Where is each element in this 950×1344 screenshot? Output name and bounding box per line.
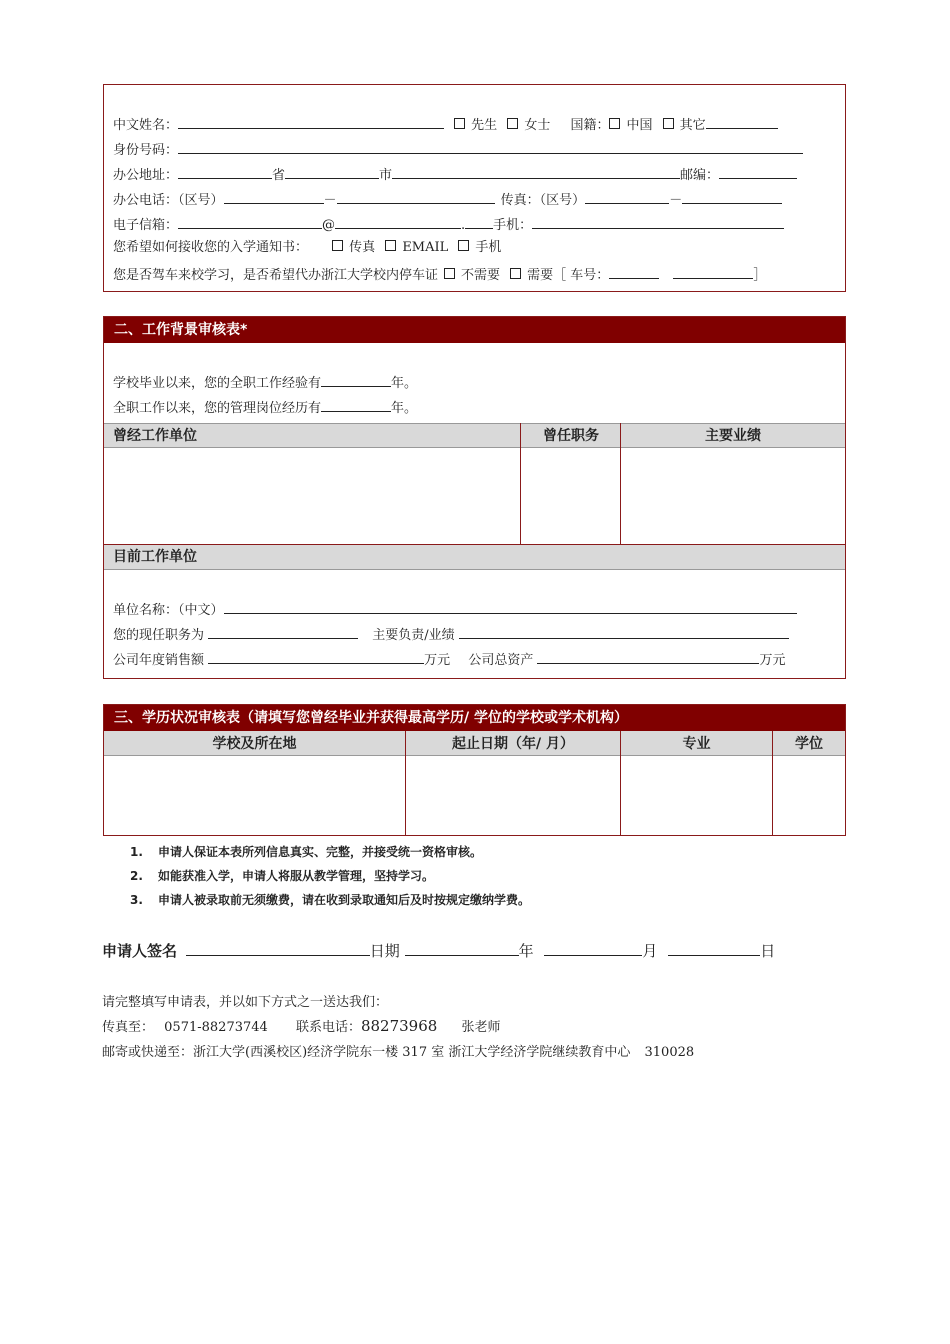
mobile-label: 手机：: [493, 218, 533, 233]
note-1-number: 1.: [130, 845, 143, 859]
section2-title: 二、工作背景审核表*: [104, 317, 845, 343]
name-field[interactable]: [178, 115, 444, 129]
fax-to-number: 0571-88273744: [164, 1020, 268, 1035]
experience-2-unit: 年。: [391, 401, 418, 416]
other-checkbox[interactable]: [663, 118, 674, 129]
past-achievement-cell[interactable]: [621, 449, 845, 544]
unit-name-row: [113, 600, 797, 619]
plate-field-2[interactable]: [673, 265, 753, 279]
col-school-header: 学校及所在地: [212, 736, 297, 752]
city-field[interactable]: [285, 165, 379, 179]
name-label: 中文姓名：: [113, 118, 179, 133]
address-row: [113, 165, 797, 184]
current-post-row: [113, 625, 789, 644]
note-2: [130, 867, 434, 884]
plate-field-1[interactable]: [609, 265, 659, 279]
notice-row: [113, 240, 501, 256]
email-label: 电子信箱：: [113, 218, 179, 233]
footer-mail-row: [102, 1041, 694, 1060]
name-row: [113, 115, 778, 134]
note-3: [130, 891, 530, 908]
unit-name-label: 单位名称：（中文）: [113, 603, 224, 618]
id-label: 身份号码：: [113, 143, 179, 158]
day-label: 日: [760, 942, 776, 960]
fax-number-field[interactable]: [682, 190, 782, 204]
china-label: 中国: [626, 118, 653, 133]
assets-field[interactable]: [537, 650, 759, 664]
notice-question: 您希望如何接收您的入学通知书：: [113, 240, 309, 255]
city-label: 市: [379, 168, 393, 183]
assets-unit: 万元: [759, 653, 786, 668]
email-dot: .: [461, 218, 466, 233]
col-achievement-header: 主要业绩: [705, 428, 761, 444]
notice-mobile-label: 手机: [475, 240, 502, 255]
fax-area-field[interactable]: [585, 190, 669, 204]
province-field[interactable]: [178, 165, 272, 179]
bracket-close: ］: [753, 268, 767, 283]
parking-no-label: 不需要: [461, 268, 501, 283]
current-work-header: [104, 544, 845, 570]
postcode-field[interactable]: [719, 165, 797, 179]
phone-dash: －: [323, 193, 337, 208]
major-cell[interactable]: [621, 757, 772, 835]
sales-field[interactable]: [208, 650, 424, 664]
contact-person: 张老师: [461, 1020, 501, 1035]
sales-row: [113, 650, 785, 669]
experience-2-text: 全职工作以来，您的管理岗位经历有: [113, 401, 322, 416]
experience-1-unit: 年。: [391, 376, 418, 391]
month-label: 月: [642, 942, 658, 960]
id-row: [113, 140, 803, 159]
mobile-field[interactable]: [532, 215, 784, 229]
mr-label: 先生: [471, 118, 498, 133]
experience-row-2: [113, 398, 417, 417]
mr-checkbox[interactable]: [454, 118, 465, 129]
nationality-label: 国籍：: [570, 118, 610, 133]
main-resp-label: 主要负责/业绩: [372, 628, 455, 643]
col-major-header: 专业: [682, 736, 711, 752]
signature-row: [102, 940, 775, 961]
phone-number-field[interactable]: [337, 190, 495, 204]
phone-area-field[interactable]: [224, 190, 324, 204]
management-years-field[interactable]: [321, 398, 391, 412]
note-2-number: 2.: [130, 869, 143, 883]
email-at: @: [322, 218, 336, 233]
email-user-field[interactable]: [178, 215, 322, 229]
footer-contact-row: [102, 1016, 500, 1035]
other-nationality-field[interactable]: [706, 115, 778, 129]
footer-intro: 请完整填写申请表，并以如下方式之一送达我们：: [102, 995, 389, 1010]
date-label: 日期: [369, 942, 400, 960]
experience-1-text: 学校毕业以来，您的全职工作经验有: [113, 376, 322, 391]
office-phone-label: 办公电话：（区号）: [113, 193, 224, 208]
note-3-text: 申请人被录取前无须缴费，请在收到录取通知后及时按规定缴纳学费。: [158, 893, 531, 907]
col-company-header: 曾经工作单位: [113, 428, 197, 444]
email-tld-field[interactable]: [465, 215, 493, 229]
contact-phone-label: 联系电话：: [295, 1020, 361, 1035]
postcode-label: 邮编：: [680, 168, 720, 183]
col-dates-header: 起止日期（年/ 月）: [452, 736, 574, 752]
notice-fax-checkbox[interactable]: [332, 240, 343, 251]
past-company-cell[interactable]: [104, 449, 520, 544]
notice-mobile-checkbox[interactable]: [458, 240, 469, 251]
note-1-text: 申请人保证本表所列信息真实、完整，并接受统一资格审核。: [158, 845, 483, 859]
province-label: 省: [272, 168, 286, 183]
ms-label: 女士: [524, 118, 551, 133]
contact-phone-number: 88273968: [360, 1017, 438, 1035]
china-checkbox[interactable]: [609, 118, 620, 129]
street-field[interactable]: [392, 165, 680, 179]
sales-unit: 万元: [424, 653, 451, 668]
unit-name-field[interactable]: [224, 600, 797, 614]
note-1: [130, 843, 482, 860]
fax-label: 传真：（区号）: [500, 193, 586, 208]
signature-field[interactable]: [186, 940, 370, 956]
degree-cell[interactable]: [773, 757, 845, 835]
parking-yes-checkbox[interactable]: [510, 268, 521, 279]
section3-title: 三、学历状况审核表（请填写您曾经毕业并获得最高学历/ 学位的学校或学术机构）: [104, 705, 845, 731]
month-field[interactable]: [544, 940, 642, 956]
year-field[interactable]: [405, 940, 519, 956]
signature-label: 申请人签名: [102, 942, 178, 960]
current-post-label: 您的现任职务为: [113, 628, 205, 643]
mail-zip: 310028: [644, 1045, 695, 1060]
dates-cell[interactable]: [406, 757, 620, 835]
past-position-cell[interactable]: [521, 449, 620, 544]
parking-yes-label: 需要［ 车号：: [527, 268, 610, 283]
mail-address: 邮寄或快递至：浙江大学(西溪校区)经济学院东一楼 317 室 浙江大学经济学院继续教育中心: [102, 1045, 631, 1060]
current-post-field[interactable]: [208, 625, 358, 639]
notice-email-label: EMAIL: [402, 240, 449, 255]
parking-no-checkbox[interactable]: [444, 268, 455, 279]
fax-dash: －: [669, 193, 683, 208]
id-field[interactable]: [178, 140, 803, 154]
sales-label: 公司年度销售额: [113, 653, 205, 668]
col-position-header: 曾任职务: [543, 428, 599, 444]
email-domain-field[interactable]: [335, 215, 461, 229]
assets-label: 公司总资产: [468, 653, 534, 668]
current-work-title: 目前工作单位: [113, 549, 197, 565]
day-field[interactable]: [668, 940, 760, 956]
col-degree-header: 学位: [795, 736, 823, 752]
other-label: 其它: [679, 118, 706, 133]
notice-fax-label: 传真: [349, 240, 376, 255]
fulltime-years-field[interactable]: [321, 373, 391, 387]
parking-row: [113, 265, 766, 284]
ms-checkbox[interactable]: [507, 118, 518, 129]
phone-row: [113, 190, 782, 209]
notice-email-checkbox[interactable]: [385, 240, 396, 251]
experience-row-1: [113, 373, 417, 392]
note-2-text: 如能获准入学，申请人将服从教学管理，坚持学习。: [158, 869, 435, 883]
email-row: [113, 215, 784, 234]
year-label: 年: [518, 942, 534, 960]
fax-to-label: 传真至：: [102, 1020, 155, 1035]
note-3-number: 3.: [130, 893, 143, 907]
parking-question: 您是否驾车来校学习，是否希望代办浙江大学校内停车证: [113, 268, 439, 283]
school-cell[interactable]: [104, 757, 405, 835]
main-resp-field[interactable]: [459, 625, 789, 639]
office-address-label: 办公地址：: [113, 168, 179, 183]
